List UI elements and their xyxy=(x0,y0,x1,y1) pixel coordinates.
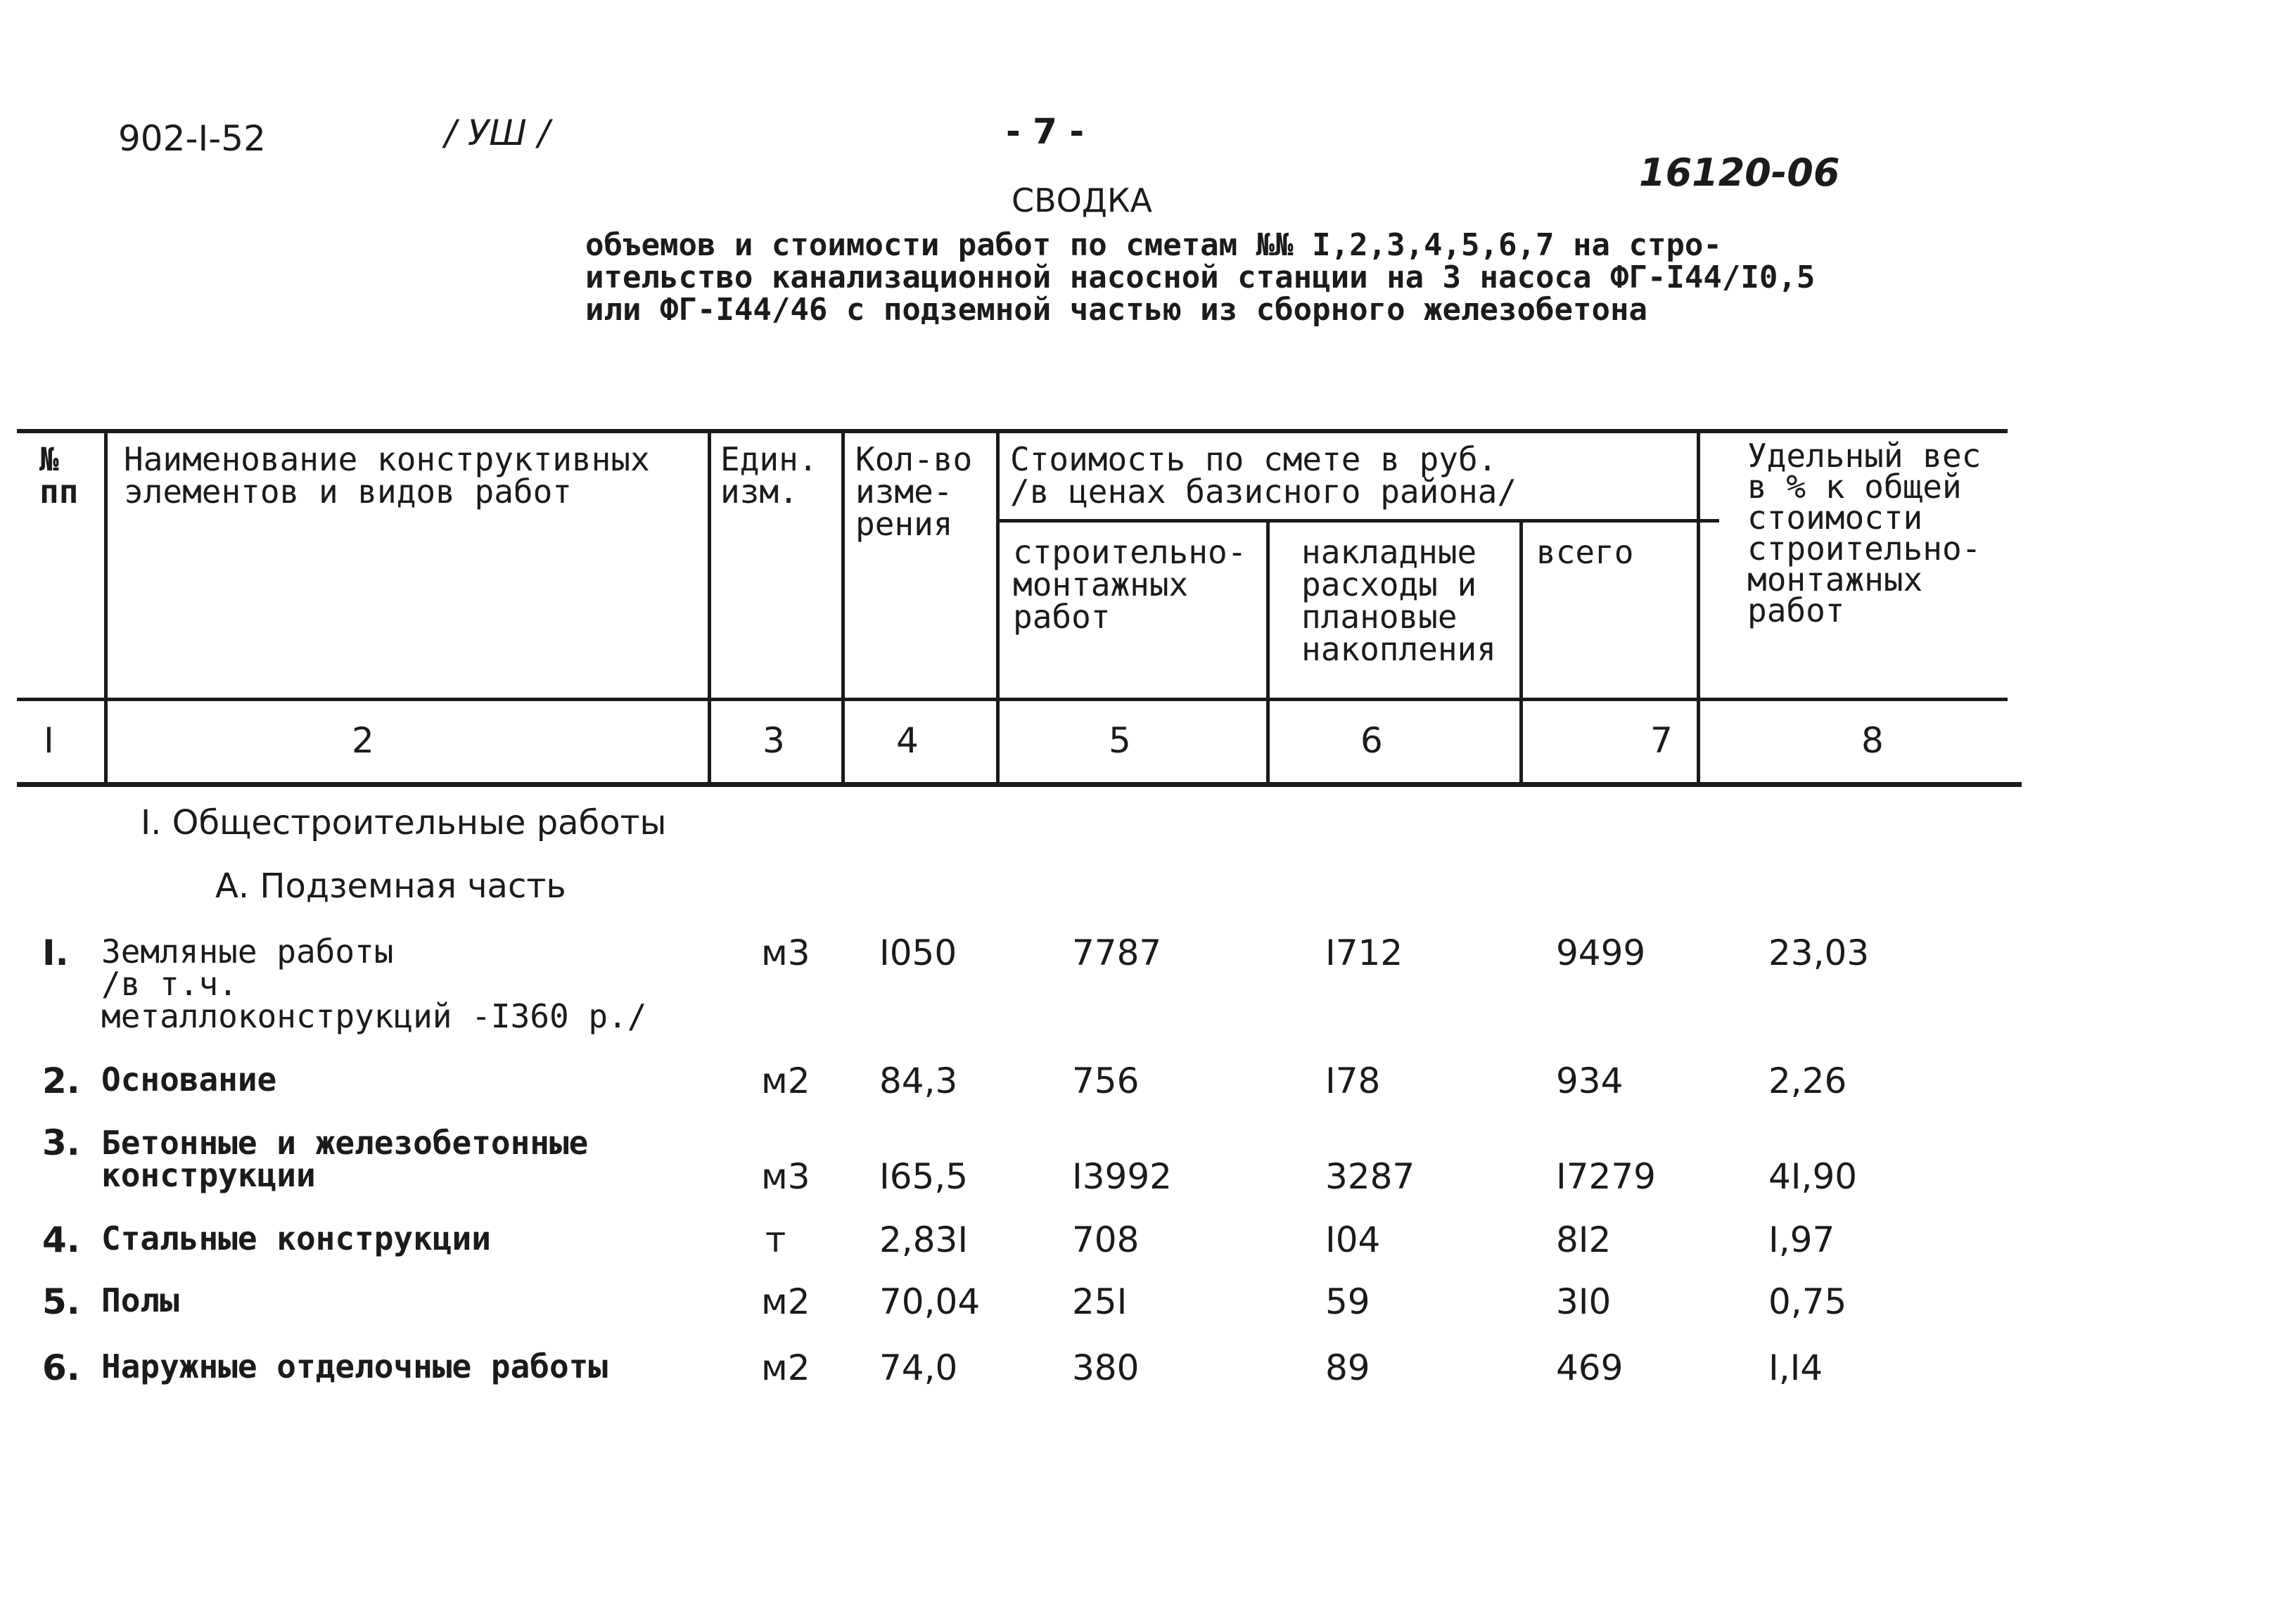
row-qty: 74,0 xyxy=(879,1347,958,1388)
document-code: 902-I-52 xyxy=(118,118,266,159)
row-unit: м2 xyxy=(761,1061,810,1101)
row-name: Основание xyxy=(101,1061,277,1099)
col-divider-7 xyxy=(1697,430,1700,785)
row-name: Стальные конструкции xyxy=(101,1219,491,1257)
cost-group-rule xyxy=(997,519,1719,523)
col-divider-6 xyxy=(1519,520,1523,785)
row-number: 2. xyxy=(42,1061,80,1101)
col-divider-1 xyxy=(104,430,108,785)
row-total: I7279 xyxy=(1556,1156,1656,1197)
col-number: I xyxy=(44,720,54,761)
row-qty: 84,3 xyxy=(879,1061,958,1101)
row-number: I. xyxy=(42,933,69,973)
header-qty: Кол-во изме- рения xyxy=(855,440,973,543)
row-qty: I65,5 xyxy=(879,1156,969,1197)
col-divider-5 xyxy=(1266,520,1270,785)
subsection-heading: А. Подземная часть xyxy=(215,866,566,906)
album-number: / УШ / xyxy=(445,113,550,153)
row-name: Земляные работы /в т.ч. металлоконструкций -I360 р./ xyxy=(101,933,647,1035)
row-smr: 25I xyxy=(1072,1281,1128,1322)
row-unit: м3 xyxy=(761,933,810,973)
table-top-rule xyxy=(17,429,2008,433)
row-overhead: I04 xyxy=(1325,1219,1381,1260)
row-overhead: I712 xyxy=(1325,933,1403,973)
header-no: № пп xyxy=(39,440,79,511)
row-smr: I3992 xyxy=(1072,1156,1172,1197)
row-name: Наружные отделочные работы xyxy=(101,1347,608,1385)
row-qty: 2,83I xyxy=(879,1219,969,1260)
archive-stamp: 16120-06 xyxy=(1639,150,1840,195)
col-divider-2 xyxy=(708,430,711,785)
row-smr: 7787 xyxy=(1072,933,1162,973)
header-total: всего xyxy=(1536,533,1634,571)
col-number: 7 xyxy=(1650,720,1673,761)
row-total: 9499 xyxy=(1556,933,1646,973)
row-number: 6. xyxy=(42,1347,80,1388)
header-unit: Един. изм. xyxy=(720,440,818,511)
col-number: 2 xyxy=(352,720,374,761)
header-bottom-rule xyxy=(17,698,2008,701)
col-number: 6 xyxy=(1360,720,1383,761)
row-unit: т xyxy=(765,1219,786,1260)
row-smr: 756 xyxy=(1072,1061,1140,1101)
row-total: 469 xyxy=(1556,1347,1624,1388)
row-qty: 70,04 xyxy=(879,1281,981,1322)
col-number: 8 xyxy=(1861,720,1884,761)
row-share: 23,03 xyxy=(1768,933,1870,973)
row-smr: 380 xyxy=(1072,1347,1140,1388)
col-number: 3 xyxy=(763,720,785,761)
row-share: 4I,90 xyxy=(1768,1156,1858,1197)
header-overhead: накладные расходы и плановые накопления xyxy=(1301,533,1496,668)
column-numbers-rule xyxy=(17,782,2022,787)
row-overhead: 89 xyxy=(1325,1347,1370,1388)
row-unit: м2 xyxy=(761,1281,810,1322)
row-qty: I050 xyxy=(879,933,957,973)
col-divider-4 xyxy=(996,430,1000,785)
header-share: Удельный вес в % к общей стоимости строительно- монтажных работ xyxy=(1747,437,1982,629)
col-number: 4 xyxy=(896,720,919,761)
row-share: 2,26 xyxy=(1768,1061,1847,1101)
page-title: СВОДКА xyxy=(1012,181,1152,219)
header-name: Наименование конструктивных элементов и видов работ xyxy=(124,440,650,511)
row-total: 8I2 xyxy=(1556,1219,1612,1260)
row-number: 4. xyxy=(42,1219,80,1260)
section-heading: I. Общестроительные работы xyxy=(141,803,667,843)
row-unit: м2 xyxy=(761,1347,810,1388)
row-overhead: I78 xyxy=(1325,1061,1381,1101)
page-number: - 7 - xyxy=(1006,111,1085,152)
row-overhead: 59 xyxy=(1325,1281,1370,1322)
row-name: Бетонные и железобетонные конструкции xyxy=(101,1124,589,1194)
header-smr: строительно- монтажных работ xyxy=(1013,533,1247,636)
row-name: Полы xyxy=(101,1281,179,1319)
row-total: 3I0 xyxy=(1556,1281,1612,1322)
row-smr: 708 xyxy=(1072,1219,1140,1260)
header-cost: Стоимость по смете в руб. /в ценах базисного района/ xyxy=(1010,440,1517,511)
row-total: 934 xyxy=(1556,1061,1624,1101)
row-number: 3. xyxy=(42,1122,80,1163)
row-share: I,I4 xyxy=(1768,1347,1823,1388)
col-divider-3 xyxy=(841,430,845,785)
row-share: 0,75 xyxy=(1768,1281,1847,1322)
row-share: I,97 xyxy=(1768,1219,1835,1260)
row-number: 5. xyxy=(42,1281,80,1322)
col-number: 5 xyxy=(1109,720,1131,761)
row-overhead: 3287 xyxy=(1325,1156,1415,1197)
row-unit: м3 xyxy=(761,1156,810,1197)
page-subtitle: объемов и стоимости работ по сметам №№ I,2,3,4,5,6,7 на стро- ительство канализационной насосной станции на 3 насоса ФГ-I44/I0,5 или ФГ-I44/46 с подземной частью из сборного железобетона xyxy=(585,227,1816,328)
